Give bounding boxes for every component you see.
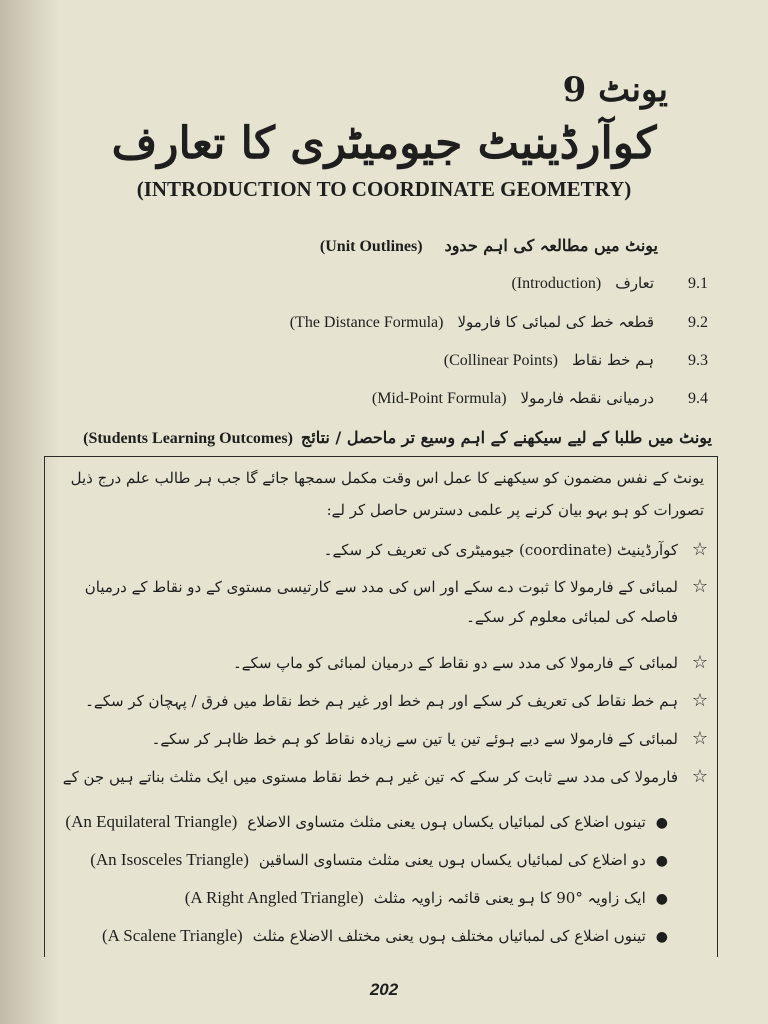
outline-english: (Mid-Point Formula)	[371, 390, 507, 407]
star-icon: ☆	[691, 539, 708, 560]
triangle-type-urdu: دو اضلاع کی لمبائیاں یکساں ہوں یعنی مثلث متساوی الساقین	[258, 851, 646, 869]
outline-urdu: قطعہ خط کی لمبائی کا فارمولا	[457, 313, 654, 331]
outline-item	[372, 389, 708, 408]
outline-urdu: ہم خط نقاط	[571, 351, 654, 369]
star-icon: ☆	[691, 652, 708, 673]
star-icon: ☆	[691, 766, 708, 787]
triangle-type-item	[48, 888, 668, 908]
outline-number: 9.2	[688, 314, 708, 331]
outcome-item	[56, 762, 708, 792]
outcome-text: ہم خط نقاط کی تعریف کر سکے اور ہم خط اور غیر ہم خط نقاط میں فرق / پہچان کر سکے۔	[85, 692, 678, 710]
bullet-icon: ●	[655, 891, 668, 907]
outlines-heading-english: (Unit Outlines)	[319, 238, 423, 255]
outcomes-intro: یونٹ کے نفس مضمون کو سیکھنے کا عمل اس وقت مکمل سمجھا جائے گا جب ہر طالب علم درج ذیل تصورات کو ہو بہو بیان کرنے پر علمی دسترس حاصل کر لے:	[70, 469, 704, 519]
outcome-item	[56, 535, 708, 565]
star-icon: ☆	[691, 576, 708, 597]
star-icon: ☆	[691, 690, 708, 711]
outline-number: 9.1	[688, 275, 708, 292]
outcome-item	[56, 724, 708, 754]
triangle-type-urdu: تینوں اضلاع کی لمبائیاں مختلف ہوں یعنی مختلف الاضلاع مثلث	[252, 927, 646, 945]
outcomes-heading-english: (Students Learning Outcomes)	[83, 430, 293, 447]
outline-number: 9.4	[688, 390, 708, 407]
bullet-icon: ●	[655, 815, 668, 831]
english-chapter-title: (INTRODUCTION TO COORDINATE GEOMETRY)	[136, 177, 632, 201]
triangle-type-item	[48, 812, 668, 832]
outcome-item	[56, 648, 708, 678]
outline-urdu: تعارف	[615, 274, 654, 292]
outline-item	[511, 274, 708, 293]
unit-outlines-heading	[320, 236, 658, 256]
triangle-type-urdu: تینوں اضلاع کی لمبائیاں یکساں ہوں یعنی مثلث متساوی الاضلاع	[247, 813, 646, 831]
outline-english: (The Distance Formula)	[289, 314, 444, 331]
urdu-chapter-title: کوآرڈینیٹ جیومیٹری کا تعارف	[111, 118, 657, 169]
outcome-text: لمبائی کے فارمولا کا ثبوت دے سکے اور اس کی مدد سے کارتیسی مستوی کے دو نقاط کے درمیان فاصلہ کی لمبائی معلوم کر سکے۔	[84, 578, 678, 626]
outlines-heading-urdu: یونٹ میں مطالعہ کی اہم حدود	[444, 236, 658, 255]
page-number: 202	[369, 980, 399, 999]
bullet-icon: ●	[655, 853, 668, 869]
unit-number: یونٹ 9	[562, 70, 668, 110]
triangle-type-english: (A Scalene Triangle)	[102, 926, 243, 945]
bullet-icon: ●	[655, 929, 668, 945]
outcome-text: لمبائی کے فارمولا سے دیے ہوئے تین یا تین سے زیادہ نقاط کو ہم خط ظاہر کر سکے۔	[151, 730, 678, 748]
triangle-type-english: (A Right Angled Triangle)	[184, 888, 364, 907]
outcome-text: لمبائی کے فارمولا کی مدد سے دو نقاط کے درمیان لمبائی کو ماپ سکے۔	[232, 654, 678, 672]
triangle-type-english: (An Equilateral Triangle)	[65, 812, 238, 831]
outline-english: (Collinear Points)	[443, 352, 558, 369]
triangle-type-english: (An Isosceles Triangle)	[90, 850, 249, 869]
star-icon: ☆	[691, 728, 708, 749]
outcome-text: فارمولا کی مدد سے ثابت کر سکے کہ تین غیر ہم خط نقاط مستوی میں ایک مثلث بناتے ہیں جن کے	[62, 768, 678, 786]
triangle-type-item	[48, 850, 668, 870]
outcome-item	[56, 686, 708, 716]
outline-urdu: درمیانی نقطہ فارمولا	[520, 389, 654, 407]
outcomes-heading-urdu: یونٹ میں طلبا کے لیے سیکھنے کے اہم وسیع تر ماحصل / نتائج	[300, 428, 712, 447]
outcome-text: کوآرڈینیٹ (coordinate) جیومیٹری کی تعریف کر سکے۔	[323, 541, 678, 559]
outline-english: (Introduction)	[511, 275, 602, 292]
outline-item	[290, 313, 708, 332]
outline-number: 9.3	[688, 352, 708, 369]
triangle-type-urdu: ایک زاویہ °90 کا ہو یعنی قائمہ زاویہ مثلث	[373, 889, 646, 907]
outline-item	[444, 351, 708, 370]
triangle-type-item	[48, 926, 668, 946]
outcome-item	[56, 572, 708, 632]
learning-outcomes-heading	[83, 428, 712, 448]
